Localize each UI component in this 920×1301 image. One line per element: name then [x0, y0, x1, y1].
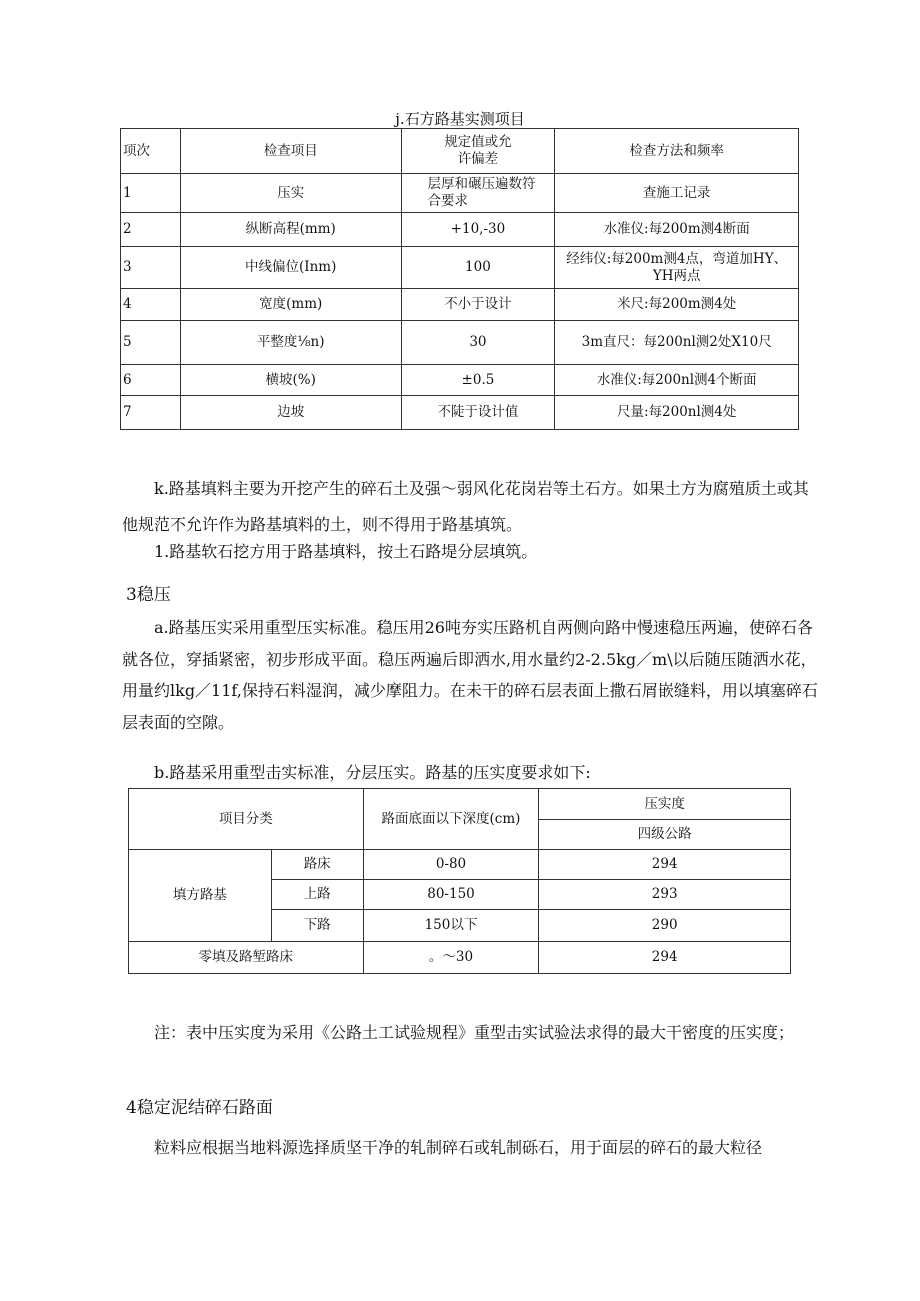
paragraph-final: 粒料应根据当地料源选择质坚干净的轧制碎石或轧制砾石，用于面层的碎石的最大粒径	[154, 1138, 763, 1157]
table-header-row	[129, 789, 791, 820]
table-row	[121, 365, 799, 396]
table-note: 注：表中压实度为采用《公路土工试验规程》重型击实试验法求得的最大干密度的压实度；	[154, 1023, 795, 1042]
cell: +10,-30	[401, 213, 555, 247]
cell: 横坡(%)	[180, 365, 401, 396]
heading-3: 3稳压	[126, 585, 171, 605]
header-depth: 路面底面以下深度(cm)	[363, 789, 539, 850]
cell: 中线偏位(Inm)	[180, 247, 401, 289]
header-cell: 规定值或允许偏差	[401, 129, 555, 174]
cell: 零填及路堑路床	[129, 942, 364, 974]
cell: 尺量:每200nl测4处	[555, 396, 799, 430]
cell: 0-80	[363, 850, 539, 880]
paragraph-b: b.路基采用重型击实标准，分层压实。路基的压实度要求如下:	[154, 763, 591, 782]
group-fill: 填方路基	[129, 850, 272, 942]
cell: 压实	[180, 174, 401, 213]
cell: 293	[539, 880, 791, 910]
table-row	[121, 321, 799, 365]
cell: 水准仪:每200nl测4个断面	[555, 365, 799, 396]
cell: 路床	[271, 850, 363, 880]
compaction-table	[128, 788, 791, 974]
cell: 经纬仪:每200m测4点，弯道加HY、YH两点	[555, 247, 799, 289]
cell: 不陡于设计值	[401, 396, 555, 430]
cell: 2	[121, 213, 181, 247]
table-header-row	[121, 129, 799, 174]
table-row	[129, 850, 791, 880]
cell: 30	[401, 321, 555, 365]
inspection-table	[120, 128, 799, 430]
cell: 边坡	[180, 396, 401, 430]
cell: 上路	[271, 880, 363, 910]
cell: 80-150	[363, 880, 539, 910]
cell: 下路	[271, 910, 363, 942]
cell: 3m直尺：每200nl测2处X10尺	[555, 321, 799, 365]
cell: 查施工记录	[555, 174, 799, 213]
cell: 3	[121, 247, 181, 289]
table-row	[121, 213, 799, 247]
cell: 水准仪:每200m测4断面	[555, 213, 799, 247]
table1-caption: j.石方路基实测项目	[395, 110, 525, 128]
cell: 。～30	[363, 942, 539, 974]
cell: 不小于设计	[401, 289, 555, 321]
paragraph-k: k.路基填料主要为开挖产生的碎石土及强～弱风化花岗岩等土石方。如果土方为腐殖质土或其他规范不允许作为路基填料的土，则不得用于路基填筑。	[122, 479, 809, 534]
cell: 100	[401, 247, 555, 289]
table-row	[121, 247, 799, 289]
cell: 294	[539, 850, 791, 880]
header-compaction: 压实度	[539, 789, 791, 820]
header-cell: 检查项目	[180, 129, 401, 174]
header-cell: 项次	[121, 129, 181, 174]
paragraph-l: 1.路基软石挖方用于路基填料，按土石路堤分层填筑。	[154, 542, 538, 561]
cell: 层厚和碾压遍数符合要求	[401, 174, 555, 213]
cell: 150以下	[363, 910, 539, 942]
table-row	[129, 942, 791, 974]
cell: 7	[121, 396, 181, 430]
table-row	[121, 289, 799, 321]
cell: 290	[539, 910, 791, 942]
table-row	[121, 396, 799, 430]
cell: 纵断高程(mm)	[180, 213, 401, 247]
cell: 米尺:每200m测4处	[555, 289, 799, 321]
cell: 5	[121, 321, 181, 365]
cell: ±0.5	[401, 365, 555, 396]
heading-4: 4稳定泥结碎石路面	[126, 1098, 273, 1118]
cell: 4	[121, 289, 181, 321]
cell: 1	[121, 174, 181, 213]
header-category: 项目分类	[129, 789, 364, 850]
table-row	[121, 174, 799, 213]
header-grade: 四级公路	[539, 820, 791, 850]
cell: 6	[121, 365, 181, 396]
cell: 294	[539, 942, 791, 974]
cell: 平整度⅛n)	[180, 321, 401, 365]
cell: 宽度(mm)	[180, 289, 401, 321]
paragraph-a: a.路基压实采用重型压实标准。稳压用26吨夯实压路机自两侧向路中慢速稳压两遍，使碎石各就各位，穿插紧密，初步形成平面。稳压两遍后即洒水,用水量约2-2.5kg／m\以后随压随洒水花，用量约lkg／11f,保持石料湿润，减少摩阻力。在未干的碎石层表面上撒石屑嵌缝料，用以填塞碎石层表面的空隙。	[122, 618, 818, 732]
header-cell: 检查方法和频率	[555, 129, 799, 174]
